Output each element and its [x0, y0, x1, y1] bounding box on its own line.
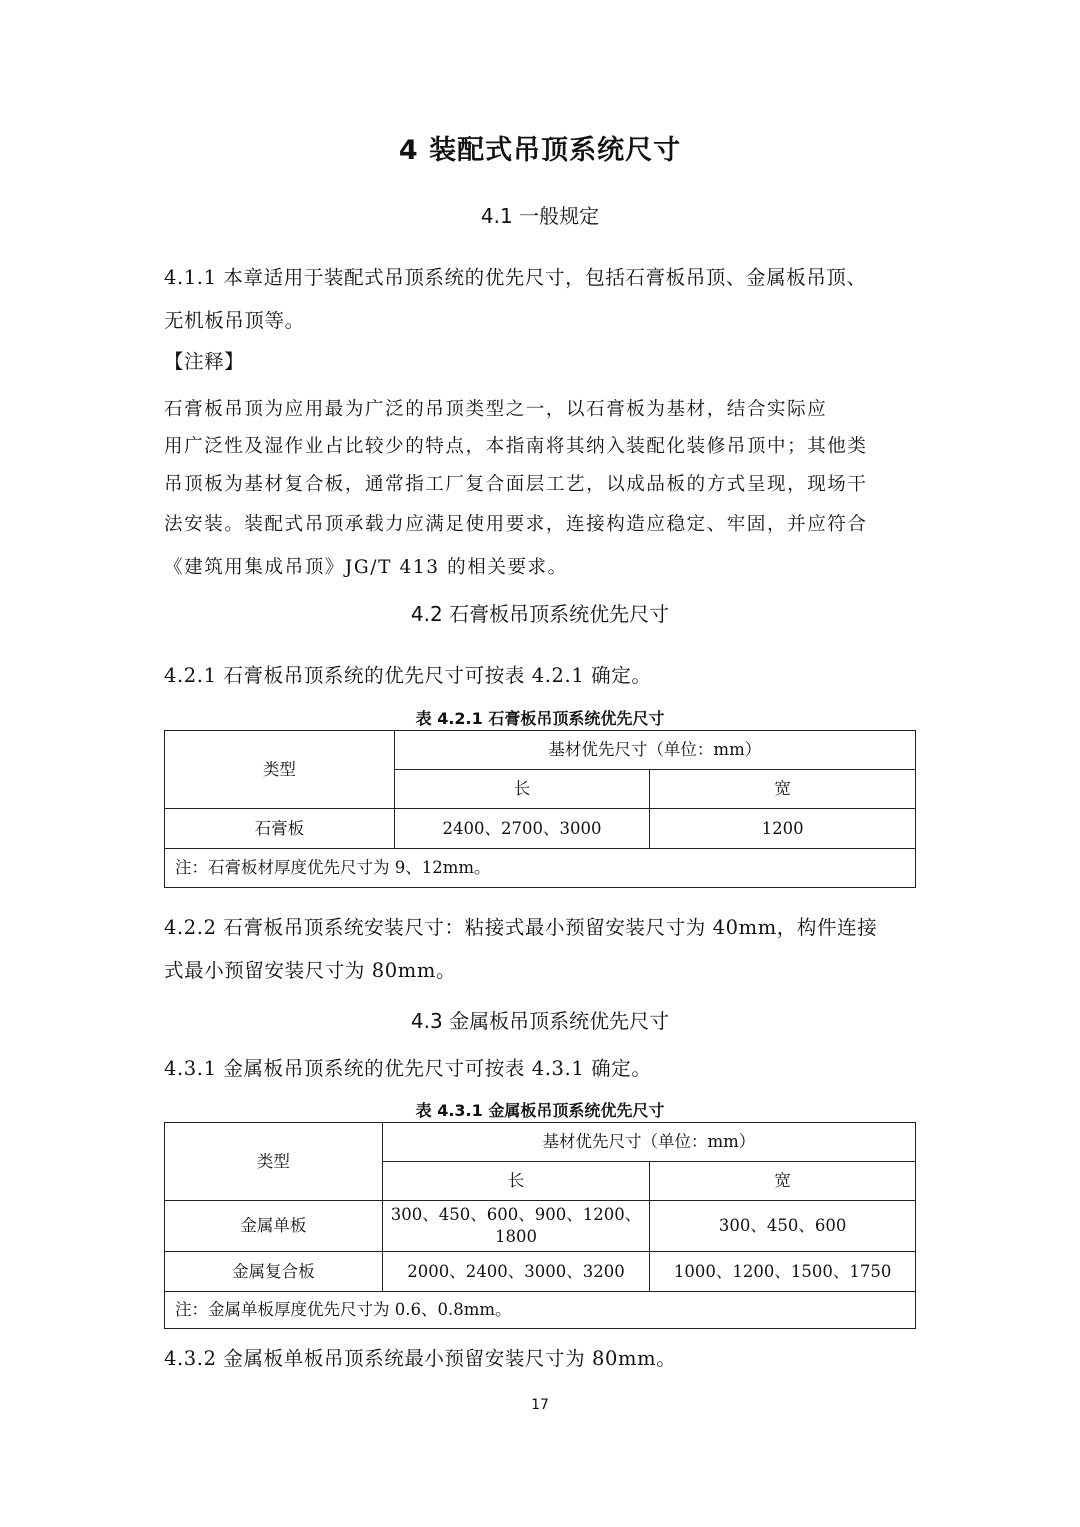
type-header: 类型 [165, 731, 395, 809]
size-group-header: 基材优先尺寸（单位：mm） [382, 1123, 915, 1162]
width-header: 宽 [650, 1162, 916, 1201]
type-cell: 金属复合板 [165, 1252, 383, 1292]
clause-4-3-2: 4.3.2 金属板单板吊顶系统最小预留安装尺寸为 80mm。 [164, 1347, 677, 1370]
length-line: 1800 [495, 1227, 537, 1246]
table-footnote: 注：金属单板厚度优先尺寸为 0.6、0.8mm。 [165, 1292, 916, 1329]
clause-4-2-2-line1: 4.2.2 石膏板吊顶系统安装尺寸：粘接式最小预留安装尺寸为 40mm，构件连接 [164, 916, 878, 939]
table-4-2-1 [164, 730, 916, 888]
clause-4-1-1-line1: 4.1.1 本章适用于装配式吊顶系统的优先尺寸，包括石膏板吊顶、金属板吊顶、 [164, 266, 867, 289]
page-number: 17 [531, 1397, 549, 1413]
table-row [165, 1252, 916, 1292]
clause-4-2-1: 4.2.1 石膏板吊顶系统的优先尺寸可按表 4.2.1 确定。 [164, 664, 652, 687]
width-header: 宽 [650, 770, 916, 809]
note-line: 《建筑用集成吊顶》JG/T 413 的相关要求。 [164, 557, 568, 578]
type-cell: 石膏板 [165, 809, 395, 849]
note-line: 用广泛性及湿作业占比较少的特点，本指南将其纳入装配化装修吊顶中；其他类 [164, 436, 868, 457]
section-4-3-heading: 4.3 金属板吊顶系统优先尺寸 [410, 1009, 670, 1033]
width-cell: 1000、1200、1500、1750 [650, 1252, 916, 1292]
table-4-3-1 [164, 1122, 916, 1329]
type-cell: 金属单板 [165, 1201, 383, 1252]
length-cell: 2000、2400、3000、3200 [382, 1252, 650, 1292]
table-row [165, 809, 916, 849]
table-4-2-1-caption: 表 4.2.1 石膏板吊顶系统优先尺寸 [415, 709, 665, 728]
note-line: 法安装。装配式吊顶承载力应满足使用要求，连接构造应稳定、牢固，并应符合 [164, 514, 868, 535]
size-group-header: 基材优先尺寸（单位：mm） [394, 731, 915, 770]
length-cell: 2400、2700、3000 [394, 809, 650, 849]
width-cell: 300、450、600 [650, 1201, 916, 1252]
length-line: 300、450、600、900、1200、 [390, 1205, 642, 1224]
length-header: 长 [394, 770, 650, 809]
type-header: 类型 [165, 1123, 383, 1201]
clause-4-1-1-line2: 无机板吊顶等。 [164, 309, 305, 332]
table-4-3-1-caption: 表 4.3.1 金属板吊顶系统优先尺寸 [415, 1101, 665, 1120]
length-header: 长 [382, 1162, 650, 1201]
section-4-2-heading: 4.2 石膏板吊顶系统优先尺寸 [410, 602, 670, 626]
length-cell [382, 1201, 650, 1252]
section-4-1-heading: 4.1 一般规定 [480, 204, 600, 228]
clause-4-2-2-line2: 式最小预留安装尺寸为 80mm。 [164, 959, 457, 982]
table-row [165, 1201, 916, 1252]
note-line: 石膏板吊顶为应用最为广泛的吊顶类型之一，以石膏板为基材，结合实际应 [164, 399, 828, 420]
width-cell: 1200 [650, 809, 916, 849]
note-line: 吊顶板为基材复合板，通常指工厂复合面层工艺，以成品板的方式呈现，现场干 [164, 474, 868, 495]
clause-4-3-1: 4.3.1 金属板吊顶系统的优先尺寸可按表 4.3.1 确定。 [164, 1057, 652, 1080]
chapter-title: 4 装配式吊顶系统尺寸 [398, 135, 682, 166]
note-label: 【注释】 [164, 350, 245, 373]
table-footnote: 注：石膏板材厚度优先尺寸为 9、12mm。 [165, 849, 916, 888]
